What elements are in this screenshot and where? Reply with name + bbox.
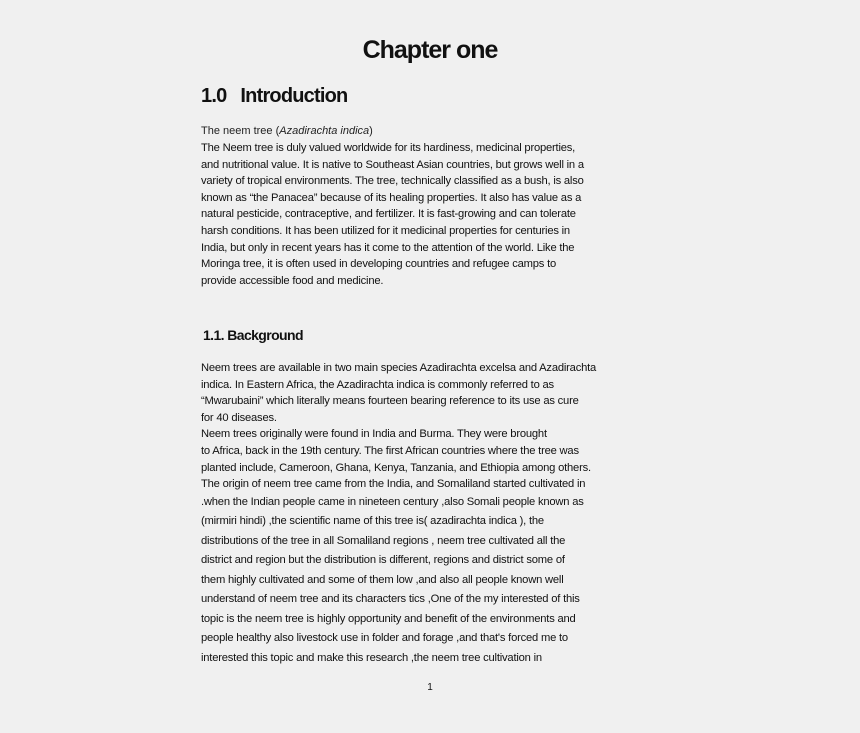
paragraph-line: understand of neem tree and its characters tics ,One of the my interested of this [201,593,580,606]
paragraph-line: topic is the neem tree is highly opportunity and benefit of the environments and [201,612,576,625]
paragraph-line: distributions of the tree in all Somaliland regions , neem tree cultivated all the [201,534,566,547]
subtitle-scientific-name: Azadirachta indica [279,125,370,137]
paragraph-line: them highly cultivated and some of them low ,and also all people known well [201,573,564,586]
section-number: 1.0 [201,85,227,107]
chapter-title: Chapter one [362,36,498,64]
background-paragraph [201,360,661,668]
paragraph-line: and nutritional value. It is native to Southeast Asian countries, but grows well in a [201,158,584,171]
paragraph-line: natural pesticide, contraceptive, and fertilizer. It is fast-growing and can tolerate [201,208,576,221]
paragraph-line: to Africa, back in the 19th century. The first African countries where the tree was [201,444,579,457]
subtitle-neem-tree [201,125,373,137]
paragraph-line: Neem trees originally were found in India and Burma. They were brought [201,428,547,441]
paragraph-line: variety of tropical environments. The tree, technically classified as a bush, is also [201,175,584,188]
paragraph-line: for 40 diseases. [201,411,277,424]
paragraph-line: people healthy also livestock use in folder and forage ,and that's forced me to [201,632,568,645]
subtitle-suffix: ) [369,125,373,137]
paragraph-line: India, but only in recent years has it come to the attention of the world. Like the [201,241,575,254]
section-heading-introduction [201,85,347,108]
subtitle-prefix: The neem tree ( [201,125,280,137]
section-heading-background: 1.1. Background [203,327,303,343]
paragraph-line: Neem trees are available in two main species Azadirachta excelsa and Azadirachta [201,362,597,374]
section-title: Introduction [240,85,348,107]
paragraph-line: “Mwarubaini” which literally means fourteen bearing reference to its use as cure [201,395,579,408]
paragraph-line: planted include, Cameroon, Ghana, Kenya, Tanzania, and Ethiopia among others. [201,461,591,474]
paragraph-line: provide accessible food and medicine. [201,274,384,287]
introduction-paragraph [201,140,661,289]
page-number: 1 [427,682,433,693]
paragraph-line: known as “the Panacea” because of its healing properties. It also has value as a [201,191,582,204]
paragraph-line: .when the Indian people came in nineteen century ,also Somali people known as [201,495,584,508]
paragraph-line: The origin of neem tree came from the India, and Somaliland started cultivated in [201,478,586,491]
paragraph-line: harsh conditions. It has been utilized for it medicinal properties for centuries in [201,224,570,237]
paragraph-line: district and region but the distribution is different, regions and district some of [201,554,565,567]
paragraph-line: indica. In Eastern Africa, the Azadirachta indica is commonly referred to as [201,378,554,391]
paragraph-line: The Neem tree is duly valued worldwide for its hardiness, medicinal properties, [201,142,576,154]
paragraph-line: (mirmiri hindi) ,the scientific name of this tree is( azadirachta indica ), the [201,515,544,528]
paragraph-line: Moringa tree, it is often used in developing countries and refugee camps to [201,258,557,271]
paragraph-line: interested this topic and make this research ,the neem tree cultivation in [201,651,542,664]
